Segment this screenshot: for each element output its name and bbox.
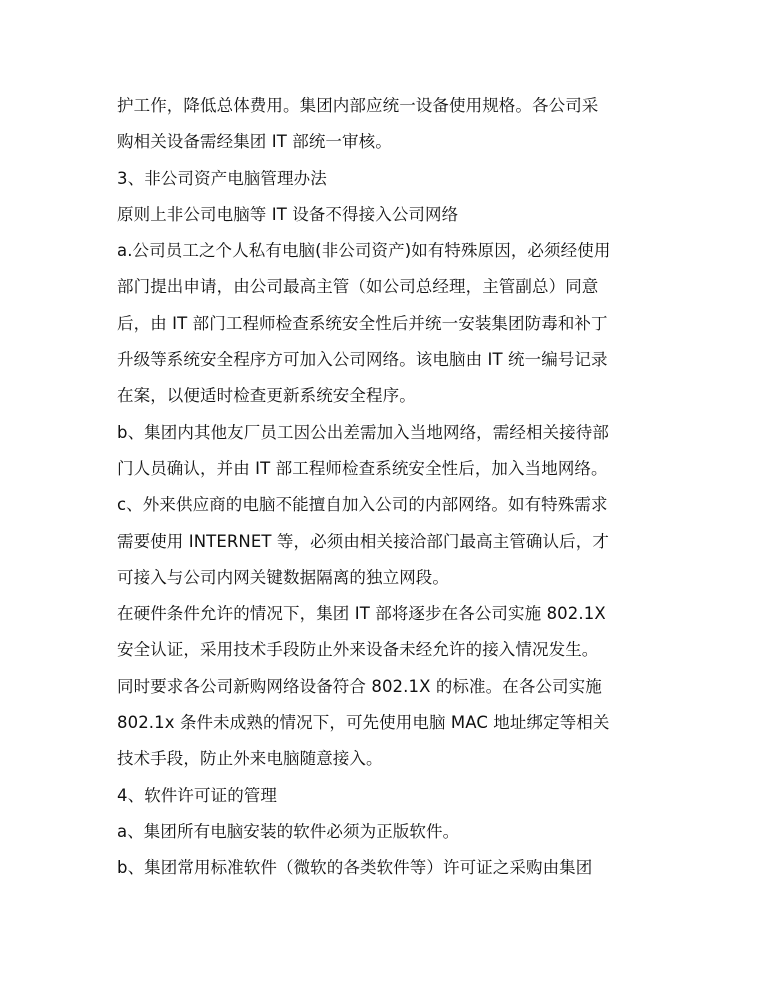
- text-line: 技术手段，防止外来电脑随意接入。: [117, 749, 383, 769]
- text-line: b、集团内其他友厂员工因公出差需加入当地网络，需经相关接待部: [117, 422, 609, 442]
- text-line: 门人员确认，并由 IT 部工程师检查系统安全性后，加入当地网络。: [117, 458, 608, 478]
- text-line: 升级等系统安全程序方可加入公司网络。该电脑由 IT 统一编号记录: [117, 350, 608, 370]
- text-line: 安全认证，采用技术手段防止外来设备未经允许的接入情况发生。: [117, 640, 599, 660]
- text-line: a、集团所有电脑安装的软件必须为正版软件。: [117, 821, 460, 841]
- text-line: 部门提出申请，由公司最高主管（如公司总经理，主管副总）同意: [117, 277, 599, 297]
- section-heading: 3、非公司资产电脑管理办法: [117, 168, 327, 188]
- text-line: 购相关设备需经集团 IT 部统一审核。: [117, 132, 392, 152]
- text-line: 在案，以便适时检查更新系统安全程序。: [117, 386, 416, 406]
- text-line: c、外来供应商的电脑不能擅自加入公司的内部网络。如有特殊需求: [117, 495, 608, 515]
- text-line: 在硬件条件允许的情况下，集团 IT 部将逐步在各公司实施 802.1X: [117, 604, 606, 624]
- text-line: 护工作，降低总体费用。集团内部应统一设备使用规格。各公司采: [117, 96, 599, 115]
- section-heading: 4、软件许可证的管理: [117, 785, 277, 805]
- text-line: 后，由 IT 部门工程师检查系统安全性后并统一安装集团防毒和补丁: [117, 313, 608, 333]
- text-line: b、集团常用标准软件（微软的各类软件等）许可证之采购由集团: [117, 858, 593, 878]
- text-line: a.公司员工之个人私有电脑(非公司资产)如有特殊原因，必须经使用: [117, 241, 611, 261]
- text-line: 同时要求各公司新购网络设备符合 802.1X 的标准。在各公司实施: [117, 676, 602, 696]
- text-line: 需要使用 INTERNET 等，必须由相关接洽部门最高主管确认后，才: [117, 531, 609, 551]
- text-line: 可接入与公司内网关键数据隔离的独立网段。: [117, 567, 449, 587]
- document-body: [117, 88, 657, 887]
- text-line: 802.1x 条件未成熟的情况下，可先使用电脑 MAC 地址绑定等相关: [117, 713, 610, 733]
- text-line: 原则上非公司电脑等 IT 设备不得接入公司网络: [117, 204, 459, 224]
